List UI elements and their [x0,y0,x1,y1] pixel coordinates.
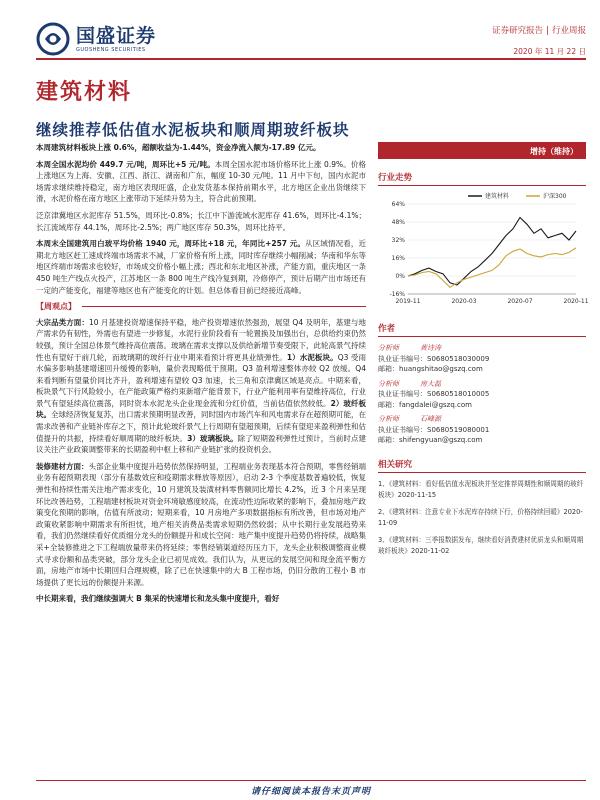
header-divider [36,58,586,60]
author-cert: 执业证书编号：S0680518030009 [378,354,490,363]
author-item [378,379,586,411]
report-subtype-label: 行业周报 [551,26,586,36]
y-tick-label: 0% [395,273,405,280]
rating-badge: 增持（维持） [378,142,586,159]
trend-section-title: 行业走势 [378,171,586,186]
y-tick-label: 16% [391,255,405,262]
viewpoint-divider [82,306,366,307]
decoration-detail: 头部企业集中度提升趋势依然保持明显，工程端业务表现基本符合预期，零售经销端业务有超预期表现（部分有基数效应和疫期需求释放等原因），启动 2-3 个季度基数普遍较低，恢复弹性和持续性需关注地产需求变化，10 月建筑及装潢材料零售额同比增长 4.2%，近 3 个月来呈现环比改善趋势，工程端建材板块对资金环境敏感度较高，在流动性边际收紧的影响下，叠加房地产政策变化预期的影响，估值有所波动；短期来看，10 月房地产多项数据指标有所改善，但市场对地产政策收紧影响中期需求有所担忧，地产相关消费品类需求短期仍然较弱；从中长期行业发展趋势来看，我们仍然继续看好优质细分龙头的份额提升和成长空间：地产集中度提升趋势仍将持续，战略集采+全装修推进之下工程端放量带来仍将延续；零售经销渠道经历压力下，龙头企业积极调整商业模式寻求份额和品类突破，部分龙头企业已初见成效。我们认为，从更远的发展空间和现金流平衡方面，房地产市场中长期回归合理规模，除了已在快速集中的大 B 工程市场，仍旧分散的工程小 B 市场提供了更长远的份额提升来源。 [36,461,366,587]
cement-board-heading: 1）水泥板块。 [286,352,338,362]
paragraph-bulk [36,317,366,456]
legend-label: 建筑材料 [485,193,510,200]
author-role: 分析师 [378,344,399,352]
y-tick-label: -16% [389,291,405,298]
series-line-0 [408,218,576,286]
related-section-title: 相关研究 [378,458,586,473]
paragraph-cement-inventory: 泛京津冀地区水泥库存 51.5%，周环比-0.8%；长江中下游流域水泥库存 41.6%，周环比-4.1%；长江流域库存 44.1%，周环比-2.5%；两广地区库存 50.3%，周环比持平。 [36,210,366,232]
author-role: 分析师 [378,415,399,423]
author-email[interactable]: 邮箱：huangshitao@gszq.com [378,365,483,373]
report-type-label: 证券研究报告 [492,26,544,36]
fiberglass-board-heading: 2）玻纤板块。 [36,398,367,420]
trend-chart-svg [378,190,589,310]
related-research-item[interactable]: 1、《建筑材料：看好低估值水泥板块并坚定推荐周期性和顺周期的玻纤板块》2020-11-15 [378,479,584,499]
logo-name-en: GUOSHENG SECURITIES [76,46,146,53]
paragraph-market [36,142,366,154]
bulk-heading: 大宗品类方面： [36,317,89,327]
longterm-highlight: 中长期来看，我们继续强调大 B 集采的快速增长和龙头集中度提升，看好 [36,594,280,604]
related-research-list [378,479,586,557]
y-tick-label: 64% [391,201,405,208]
paragraph-decoration [36,461,366,589]
author-cert: 执业证书编号：S0680519080001 [378,425,490,434]
viewpoint-header [36,301,366,313]
author-name: 黄诗涛 [420,344,441,352]
industry-title: 建筑材料 [36,79,133,105]
decoration-heading: 装修建材方面： [36,461,89,471]
author-email[interactable]: 邮箱：fangdalei@gszq.com [378,400,472,409]
footer-disclaimer: 请仔细阅读本报告末页声明 [36,780,586,797]
paragraph-longterm [36,593,366,605]
author-cert: 执业证书编号：S0680518010005 [378,390,490,398]
author-name: 石峰源 [420,415,441,423]
author-item [378,414,586,446]
glass-price-highlight: 本周末全国建筑用白玻平均价格 1940 元，周环比+18 元，年同比+257 元。 [36,239,306,249]
logo-name-cn: 国盛证券 [76,24,157,47]
paragraph-glass [36,238,366,296]
x-tick-label: 2020-03 [451,298,477,305]
sidebar [378,142,589,563]
report-type: 证券研究报告 | 行业周报 [492,26,586,36]
company-logo [36,22,156,56]
cement-board-detail: Q3 受雨水偏多影响基建增速回升缓慢的影响，量价表现略低于预期。Q3 盈利增速整体亦较 Q2 放缓。Q4 来看判断有望量价同比齐升，盈利增速有望较 Q3 加速，长三角和京津冀区域是亮点。中期来看，板块景气下行风险较小，在产能政策严格约束新增产能背景下，行业产能利用率有望维持高位，行业景气有望延续高位震荡，同时资本水泥龙头企业现金流和分红价值，当前估值依然较低。 [36,352,366,408]
x-tick-label: 2019-11 [395,298,421,305]
report-date: 2020 年 11 月 22 日 [513,47,586,56]
y-tick-label: 32% [391,237,405,244]
related-research-item[interactable]: 2、《建筑材料：注意专业下水泥库存持续下行，价格持续回暖》2020-11-09 [378,507,583,527]
logo-emblem-icon [36,22,70,56]
cement-price-detail: 本周全国水泥市场价格环比上涨 0.9%。价格上涨地区为上海、安徽、江西、浙江、湖南和广东，幅度 10-30 元/吨。11 月中下旬，国内水泥市场需求继续维持稳定，南方地区表现旺盛，企业发货基本保持前期水平，北方地区企业出货继续下滑，水泥价格在南方地区上涨带动下延续升势为主，符合此前预期。 [36,159,366,204]
legend-label: 沪深300 [543,193,567,200]
author-role: 分析师 [378,379,399,388]
glass-board-heading: 3）玻璃板块。 [187,433,238,443]
author-name: 房大磊 [420,379,441,388]
x-tick-label: 2020-11 [563,298,589,305]
trend-chart [378,190,589,310]
glass-price-detail: 从区域情况看，近期北方地区赶工速成终端市场需求不减，厂家价格有所上涨，同时库存继续小幅削减；华南和华东等地区终端市场需求也较好，市场成交价格小幅上涨；西北和东北地区补涨，产能方面，重庆地区一条 450 吨生产线点火投产，江苏地区一条 800 吨生产线冷复到期，冷修停产，预计后期产出市场还有一定的产能变化，福建等地区也有产能变化的计划。但总体看目前已经接近高峰。 [36,239,366,295]
author-list [378,343,586,446]
main-body [36,142,366,610]
author-item [378,343,586,375]
glass-board-detail: 除了短期盈利弹性过预计，当前时点建议关注产业政策调整带来的长期盈利中枢上移和产业链扩张的投资机会。 [36,433,367,455]
x-tick-label: 2020-07 [507,298,533,305]
report-title: 继续推荐低估值水泥板块和顺周期玻纤板块 [36,120,350,139]
fiberglass-board-detail: 全球经济恢复复苏，出口需求预期明显改善，同时国内市场汽车和风电需求存在超预期可能，在需求改善和产业链补库存之下，预计此轮玻纤景气上行周期有望超预期，后续有望迎来盈利弹性和估值提升的共振，持续看好顺周期的玻纤板块。 [36,410,366,443]
y-tick-label: 48% [391,219,405,226]
viewpoint-tag: 【周观点】 [36,302,76,312]
related-research-item[interactable]: 3、《建筑材料：三季报数据发布，继续看好消费建材优质龙头和顺周期玻纤板块》2020-11-02 [378,535,584,555]
cement-price-highlight: 本周全国水泥均价 449.7 元/吨，周环比+5 元/吨。 [36,159,215,169]
market-summary: 本周建筑材料板块上涨 0.6%，超额收益为-1.44%，资金净流入额为-17.89 亿元。 [36,143,321,152]
paragraph-cement-price [36,159,366,205]
bulk-detail: 10 月基建投资增速保持平稳，地产投资增速依然强劲，展望 Q4 及明年，基建与地产需求仍有韧性，外需也有望进一步修复，水泥行业阶段看有一轮置换及加强出台，总供给约束仍然较强，预计全国总体景气维持高位震荡。玻璃在需求支撑以及供给新增节奏受限下，此轮高景气持续性也有望好于前几轮，而玻璃期的玻纤行业中期来看预计将更具业绩弹性。 [36,317,366,362]
author-email[interactable]: 邮箱：shifengyuan@gszq.com [378,436,483,444]
authors-section-title: 作者 [378,322,586,337]
